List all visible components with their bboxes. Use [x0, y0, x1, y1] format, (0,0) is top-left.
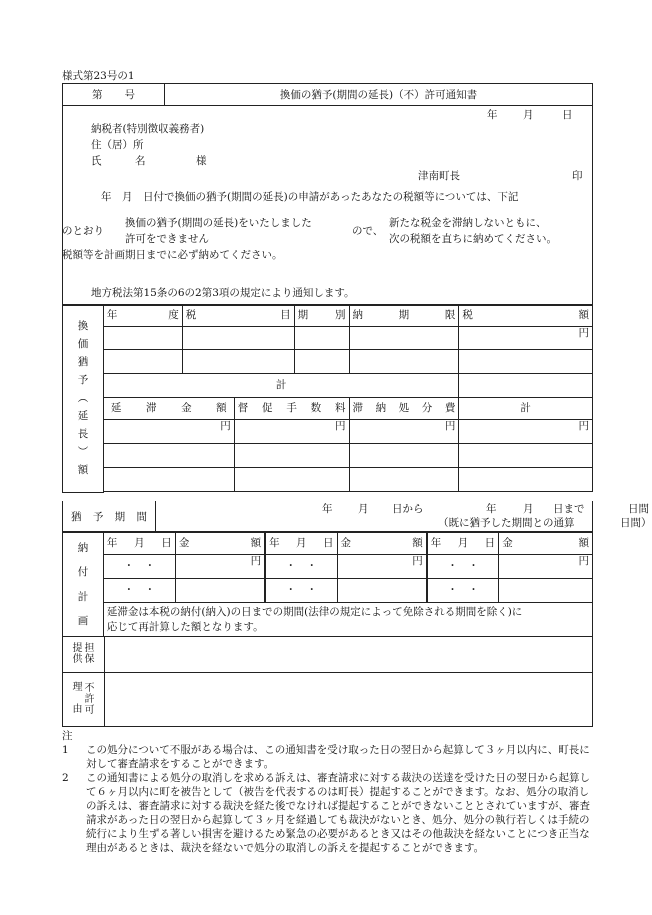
grace-period-row	[62, 501, 652, 532]
header-reminder-fee: 督 促 手 数 料	[234, 398, 349, 420]
plan-amount-yen: 円	[337, 555, 427, 579]
grace-to-month: 月	[523, 503, 534, 515]
cell	[459, 350, 593, 374]
note-2: 2 この通知書による処分の取消しを求める訴えは、審査請求に対する裁決の送達を受けた日の翌日から起算して６ヶ月以内に町を被告として（被告を代表するのは町長）提起することができます。なお、処分の取消しの訴えは、審査請求に対する裁決を経た後でなければ提起することができないこととされていますが、審査請求があった日の翌日から起算して３ヶ月を経過しても裁決がないとき、処分、処分の執行若しくは手続の続行により生ずる著しい損害を避けるため緊急の必要があるとき又はその他裁決を経ないことにつき正当な理由があるときは、裁決を経ないで処分の取消しの訴えを提起することができます。	[62, 772, 590, 854]
reason-row	[62, 672, 593, 727]
body-option-1b: 許可をできません	[125, 233, 209, 245]
payment-plan-table	[62, 532, 593, 637]
body-option-2b: 次の税額を直ちに納めてください。	[389, 233, 557, 245]
form-title: 換価の猶予(期間の延長)（不）許可通知書	[279, 89, 478, 101]
late-fee-yen: 円	[103, 420, 234, 444]
header-sum: 計	[459, 398, 593, 420]
amount-table	[62, 304, 593, 493]
header-fiscal-year: 年 度	[103, 305, 182, 327]
cell	[459, 444, 593, 468]
plan-date: ・ ・	[265, 579, 337, 603]
law-reference: 地方税法第15条の6の2第3項の規定により通知します。	[91, 287, 355, 299]
taxpayer-sama: 様	[196, 155, 207, 167]
collateral-row	[62, 636, 593, 673]
amount-section-label: 換 価 猶 予 ︵ 延 長 ︶ 額	[63, 305, 104, 493]
cell	[103, 444, 234, 468]
cell	[349, 444, 459, 468]
body-left: のとおり	[62, 225, 104, 237]
cell	[182, 350, 294, 374]
plan-date: ・ ・	[265, 555, 337, 579]
cell	[103, 327, 182, 350]
issuer-seal: 印	[572, 170, 583, 182]
plan-date-header: 年 月 日	[103, 533, 175, 555]
plan-amount-header: 金 額	[499, 533, 593, 555]
notice-body	[62, 105, 593, 306]
plan-amount-header: 金 額	[175, 533, 265, 555]
grace-from-year: 年	[322, 503, 333, 515]
header-row	[62, 83, 593, 106]
grace-from-day: 日から	[392, 503, 424, 515]
sum-yen: 円	[459, 420, 593, 444]
reason-content	[105, 672, 592, 726]
cell	[459, 468, 593, 492]
plan-date-header: 年 月 日	[427, 533, 499, 555]
cell	[182, 327, 294, 350]
grace-days: 日間	[628, 503, 649, 515]
plan-date: ・ ・	[427, 579, 499, 603]
header-tax-amount: 税 額	[459, 305, 593, 327]
header-period: 期 別	[294, 305, 349, 327]
plan-date: ・ ・	[103, 579, 175, 603]
cell	[103, 350, 182, 374]
plan-amount-yen: 円	[499, 555, 593, 579]
plan-amount	[499, 579, 593, 603]
grace-from-month: 月	[358, 503, 369, 515]
collateral-label: 提 供 担 保	[63, 636, 105, 672]
body-mid: ので、	[352, 225, 384, 237]
taxpayer-label: 納税者(特別徴収義務者)	[91, 123, 205, 135]
taxpayer-address-label: 住（居）所	[91, 139, 144, 151]
date-month: 月	[523, 109, 534, 121]
amount-total-label: 計	[103, 374, 458, 398]
payment-plan-label: 納 付 計 画	[63, 533, 104, 637]
plan-amount-yen: 円	[175, 555, 265, 579]
taxpayer-name-label-1: 氏	[91, 155, 102, 167]
plan-amount-header: 金 額	[337, 533, 427, 555]
cell	[294, 350, 349, 374]
taxpayer-name-label-2: 名	[135, 155, 146, 167]
cell	[234, 468, 349, 492]
collateral-content	[105, 636, 592, 672]
note-1: 1 この処分について不服がある場合は、この通知書を受け取った日の翌日から起算して３ヶ月以内に、町長に対して審査請求をすることができます。	[62, 744, 590, 770]
notes-section	[62, 729, 593, 855]
header-disposition-cost: 滞 納 処 分 費	[349, 398, 459, 420]
grace-cumulative-days: 日間）	[620, 517, 652, 529]
grace-to-year: 年	[486, 503, 497, 515]
cell	[234, 444, 349, 468]
header-tax-item: 税 目	[182, 305, 294, 327]
date-day: 日	[562, 109, 573, 121]
cell	[349, 327, 459, 350]
reason-label: 理 由 不 許 可	[63, 672, 105, 726]
reminder-fee-yen: 円	[234, 420, 349, 444]
number-label-dai: 第	[92, 89, 103, 101]
body-option-1a: 換価の猶予(期間の延長)をいたしました	[125, 217, 312, 229]
body-line-3: 税額等を計画期日までに必ず納めてください。	[62, 249, 283, 261]
grace-cumulative: （既に猶予した期間との通算	[438, 517, 575, 529]
plan-date: ・ ・	[103, 555, 175, 579]
plan-amount	[337, 579, 427, 603]
tax-amount-yen: 円	[459, 327, 593, 350]
header-due-date: 納 期 限	[349, 305, 459, 327]
plan-note: 延滞金は本税の納付(納入)の日までの期間(法律の規定によって免除される期間を除く)に 応じて再計算した額となります。	[103, 603, 592, 637]
grace-to-day: 日まで	[553, 503, 585, 515]
disposition-cost-yen: 円	[349, 420, 459, 444]
issuer-name: 津南町長	[418, 170, 460, 182]
grace-period-label: 猶 予 期 間	[63, 501, 156, 531]
plan-date-header: 年 月 日	[265, 533, 337, 555]
number-label-go: 号	[124, 89, 135, 101]
amount-total-value	[459, 374, 593, 398]
header-late-fee: 延 滞 金 額	[103, 398, 234, 420]
plan-amount	[175, 579, 265, 603]
form-number: 様式第23号の1	[62, 70, 135, 82]
cell	[103, 468, 234, 492]
notes-title: 注	[62, 730, 73, 742]
plan-date: ・ ・	[427, 555, 499, 579]
cell	[349, 350, 459, 374]
date-year: 年	[487, 109, 498, 121]
body-option-2a: 新たな税金を滞納しないともに、	[389, 217, 547, 229]
cell	[294, 327, 349, 350]
cell	[349, 468, 459, 492]
body-line-1: 年 月 日付で換価の猶予(期間の延長)の申請があったあなたの税額等については、下記	[101, 191, 519, 203]
